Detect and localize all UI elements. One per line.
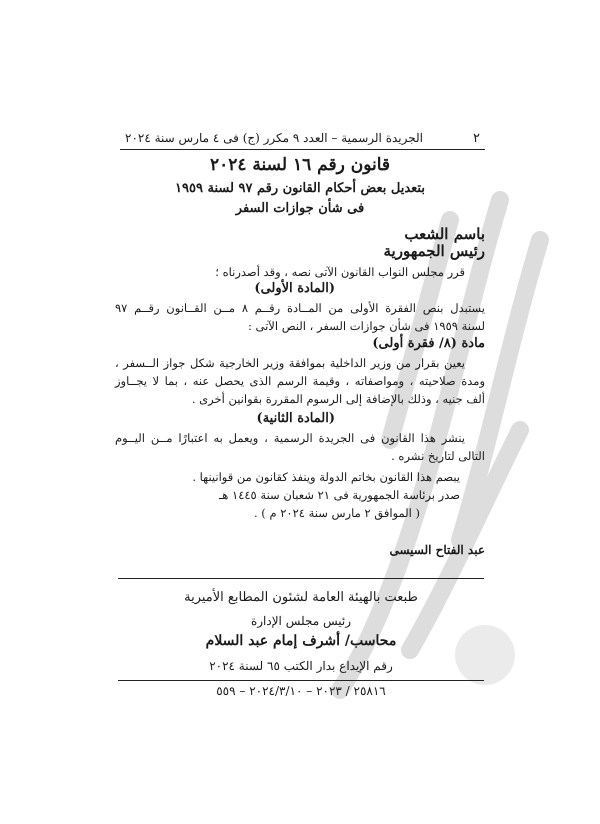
law-title: قانون رقم ١٦ لسنة ٢٠٢٤ bbox=[209, 155, 391, 175]
accountant-name: محاسب/ أشرف إمام عبد السلام bbox=[205, 633, 397, 649]
president-heading: رئيس الجمهورية bbox=[383, 242, 485, 260]
in-the-name-heading: باسم الشعب bbox=[404, 225, 485, 243]
issue-info: الجريدة الرسمية – العدد ٩ مكرر (ج) فى ٤ مارس سنة ٢٠٢٤ bbox=[125, 131, 423, 145]
footer-bottom-divider bbox=[118, 680, 484, 681]
article8-subheading: مادة (٨/ فقرة أولى) bbox=[372, 336, 485, 351]
corresponding-date-line: ( الموافق ٢ مارس سنة ٢٠٢٤ م ) . bbox=[253, 506, 420, 520]
issued-line: صدر برئاسة الجمهورية فى ٢١ شعبان سنة ١٤٤٥ هـ bbox=[218, 488, 460, 502]
article2-heading: (المادة الثانية) bbox=[256, 411, 335, 426]
article2-line2: التالى لتاريخ نشره . bbox=[391, 449, 485, 463]
printer-line: طبعت بالهيئة العامة لشئون المطابع الأميرية bbox=[184, 590, 418, 605]
serial-number: ٢٥٨١٦ / ٢٠٢٣ – ٢٠٢٤/٣/١٠ – ٥٥٩ bbox=[216, 684, 386, 698]
chairman-title: رئيس مجلس الإدارة bbox=[250, 614, 352, 628]
article8-line2: ومدة صلاحيته ، ومواصفاته ، وقيمة الرسم الذى يحصل عنه ، بما لا يجــاوز bbox=[115, 374, 485, 388]
article1-line1: يستبدل بنص الفقرة الأولى من المــادة رقــم ٨ مــن القــانون رقــم ٩٧ bbox=[115, 301, 485, 315]
stamp-line: يبصم هذا القانون بخاتم الدولة وينفذ كقانون من قوانينها . bbox=[192, 470, 460, 484]
article8-line1: يعين بقرار من وزير الداخلية بموافقة وزير الخارجية شكل جواز الــسفر ، bbox=[115, 356, 465, 370]
header-divider bbox=[120, 149, 485, 150]
article2-line1: ينشر هذا القانون فى الجريدة الرسمية ، ويعمل به اعتبارًا مــن اليــوم bbox=[115, 431, 465, 445]
decree-line: قرر مجلس النواب القانون الآتى نصه ، وقد أصدرناه ؛ bbox=[215, 265, 465, 279]
deposit-number: رقم الإيداع بدار الكتب ٦٥ لسنة ٢٠٢٤ bbox=[209, 659, 393, 673]
article1-line2: لسنة ١٩٥٩ فى شأن جوازات السفر ، النص الآتى : bbox=[247, 319, 485, 333]
footer-top-divider bbox=[118, 578, 484, 579]
president-signature: عبد الفتاح السيسى bbox=[389, 543, 485, 557]
law-subtitle-line2: فى شأن جوازات السفر bbox=[235, 201, 365, 216]
article1-heading: (المادة الأولى) bbox=[254, 281, 335, 296]
law-subtitle-line1: بتعديل بعض أحكام القانون رقم ٩٧ لسنة ١٩٥٩ bbox=[175, 181, 425, 196]
page-header bbox=[125, 127, 480, 149]
page-number: ٢ bbox=[473, 130, 480, 146]
article8-line3: ألف جنيه ، وذلك بالإضافة إلى الرسوم المقررة بقوانين أخرى . bbox=[191, 392, 485, 406]
